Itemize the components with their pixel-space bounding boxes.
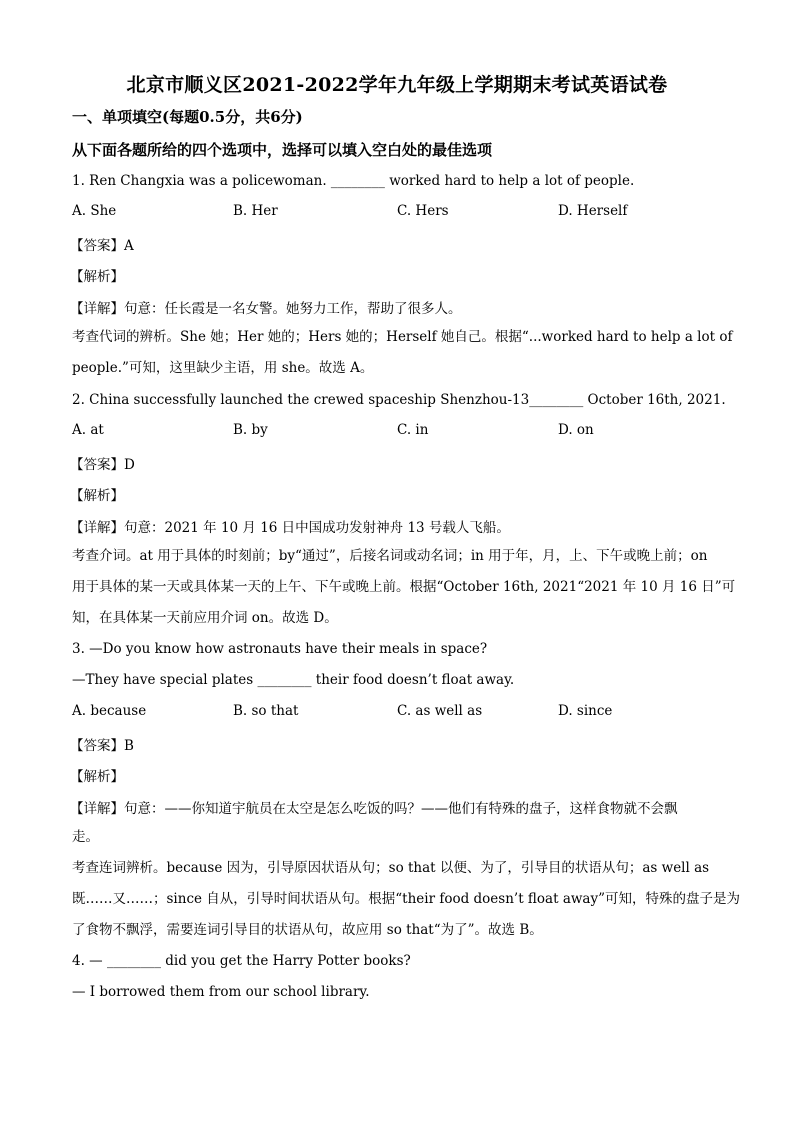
option-b: B. by: [233, 422, 268, 438]
section-instruction: 从下面各题所给的四个选项中，选择可以填入空白处的最佳选项: [72, 141, 493, 159]
question-2-analysis: 【解析】: [70, 488, 124, 504]
question-1-analysis: 【解析】: [70, 269, 124, 285]
question-1-answer: 【答案】A: [70, 238, 134, 254]
question-3-detail-2: 走。: [72, 829, 99, 845]
option-c: C. Hers: [397, 203, 449, 219]
question-2-detail-2: 考查介词。at 用于具体的时刻前；by“通过”，后接名词或动名词；in 用于年，月，上、下午或晚上前；on: [72, 548, 708, 564]
question-1-detail-2: 考查代词的辨析。She 她；Her 她的；Hers 她的；Herself 她自己。根据“...worked hard to help a lot of: [72, 329, 733, 345]
question-2-stem: 2. China successfully launched the crewed spaceship Shenzhou-13________ October 16th, 2021.: [72, 392, 726, 408]
question-1-detail-1: 【详解】句意：任长霞是一名女警。她努力工作，帮助了很多人。: [70, 301, 462, 317]
page-title: 北京市顺义区2021-2022学年九年级上学期期末考试英语试卷: [126, 74, 668, 96]
question-3-answer: 【答案】B: [70, 738, 134, 754]
question-2-detail-1: 【详解】句意：2021 年 10 月 16 日中国成功发射神舟 13 号载人飞船。: [70, 520, 510, 536]
question-2-options: [72, 422, 732, 440]
option-d: D. since: [558, 703, 613, 719]
option-b: B. so that: [233, 703, 299, 719]
question-3-stem-1: 3. —Do you know how astronauts have their meals in space?: [72, 641, 488, 657]
option-a: A. because: [72, 703, 147, 719]
option-c: C. as well as: [397, 703, 483, 719]
question-3-options: [72, 703, 732, 721]
question-1-stem: 1. Ren Changxia was a policewoman. ________ worked hard to help a lot of people.: [72, 173, 635, 189]
question-4-stem-1: 4. — ________ did you get the Harry Potter books?: [72, 953, 411, 969]
option-a: A. She: [72, 203, 117, 219]
option-b: B. Her: [233, 203, 278, 219]
option-a: A. at: [72, 422, 104, 438]
question-3-detail-1: 【详解】句意：——你知道宇航员在太空是怎么吃饭的吗？——他们有特殊的盘子，这样食物就不会飘: [70, 801, 678, 817]
question-3-detail-3: 考查连词辨析。because 因为，引导原因状语从句；so that 以便、为了，引导目的状语从句；as well as: [72, 860, 710, 876]
question-2-answer: 【答案】D: [70, 457, 135, 473]
option-d: D. on: [558, 422, 594, 438]
question-4-stem-2: — I borrowed them from our school library.: [72, 984, 370, 1000]
option-c: C. in: [397, 422, 429, 438]
section-heading: 一、单项填空(每题0.5分，共6分): [72, 108, 303, 126]
question-1-options: [72, 203, 732, 221]
option-d: D. Herself: [558, 203, 628, 219]
question-1-detail-3: people.”可知，这里缺少主语，用 she。故选 A。: [72, 360, 374, 376]
question-2-detail-3: 用于具体的某一天或具体某一天的上午、下午或晚上前。根据“October 16th, 2021“2021 年 10 月 16 日”可: [72, 579, 736, 595]
question-3-detail-4: 既……又……；since 自从，引导时间状语从句。根据“their food doesn’t float away”可知，特殊的盘子是为: [72, 891, 741, 907]
question-3-stem-2: —They have special plates ________ their food doesn’t float away.: [72, 672, 515, 688]
question-2-detail-4: 知，在具体某一天前应用介词 on。故选 D。: [72, 610, 338, 626]
question-3-analysis: 【解析】: [70, 769, 124, 785]
question-3-detail-5: 了食物不飘浮，需要连词引导目的状语从句，故应用 so that“为了”。故选 B。: [72, 922, 543, 938]
